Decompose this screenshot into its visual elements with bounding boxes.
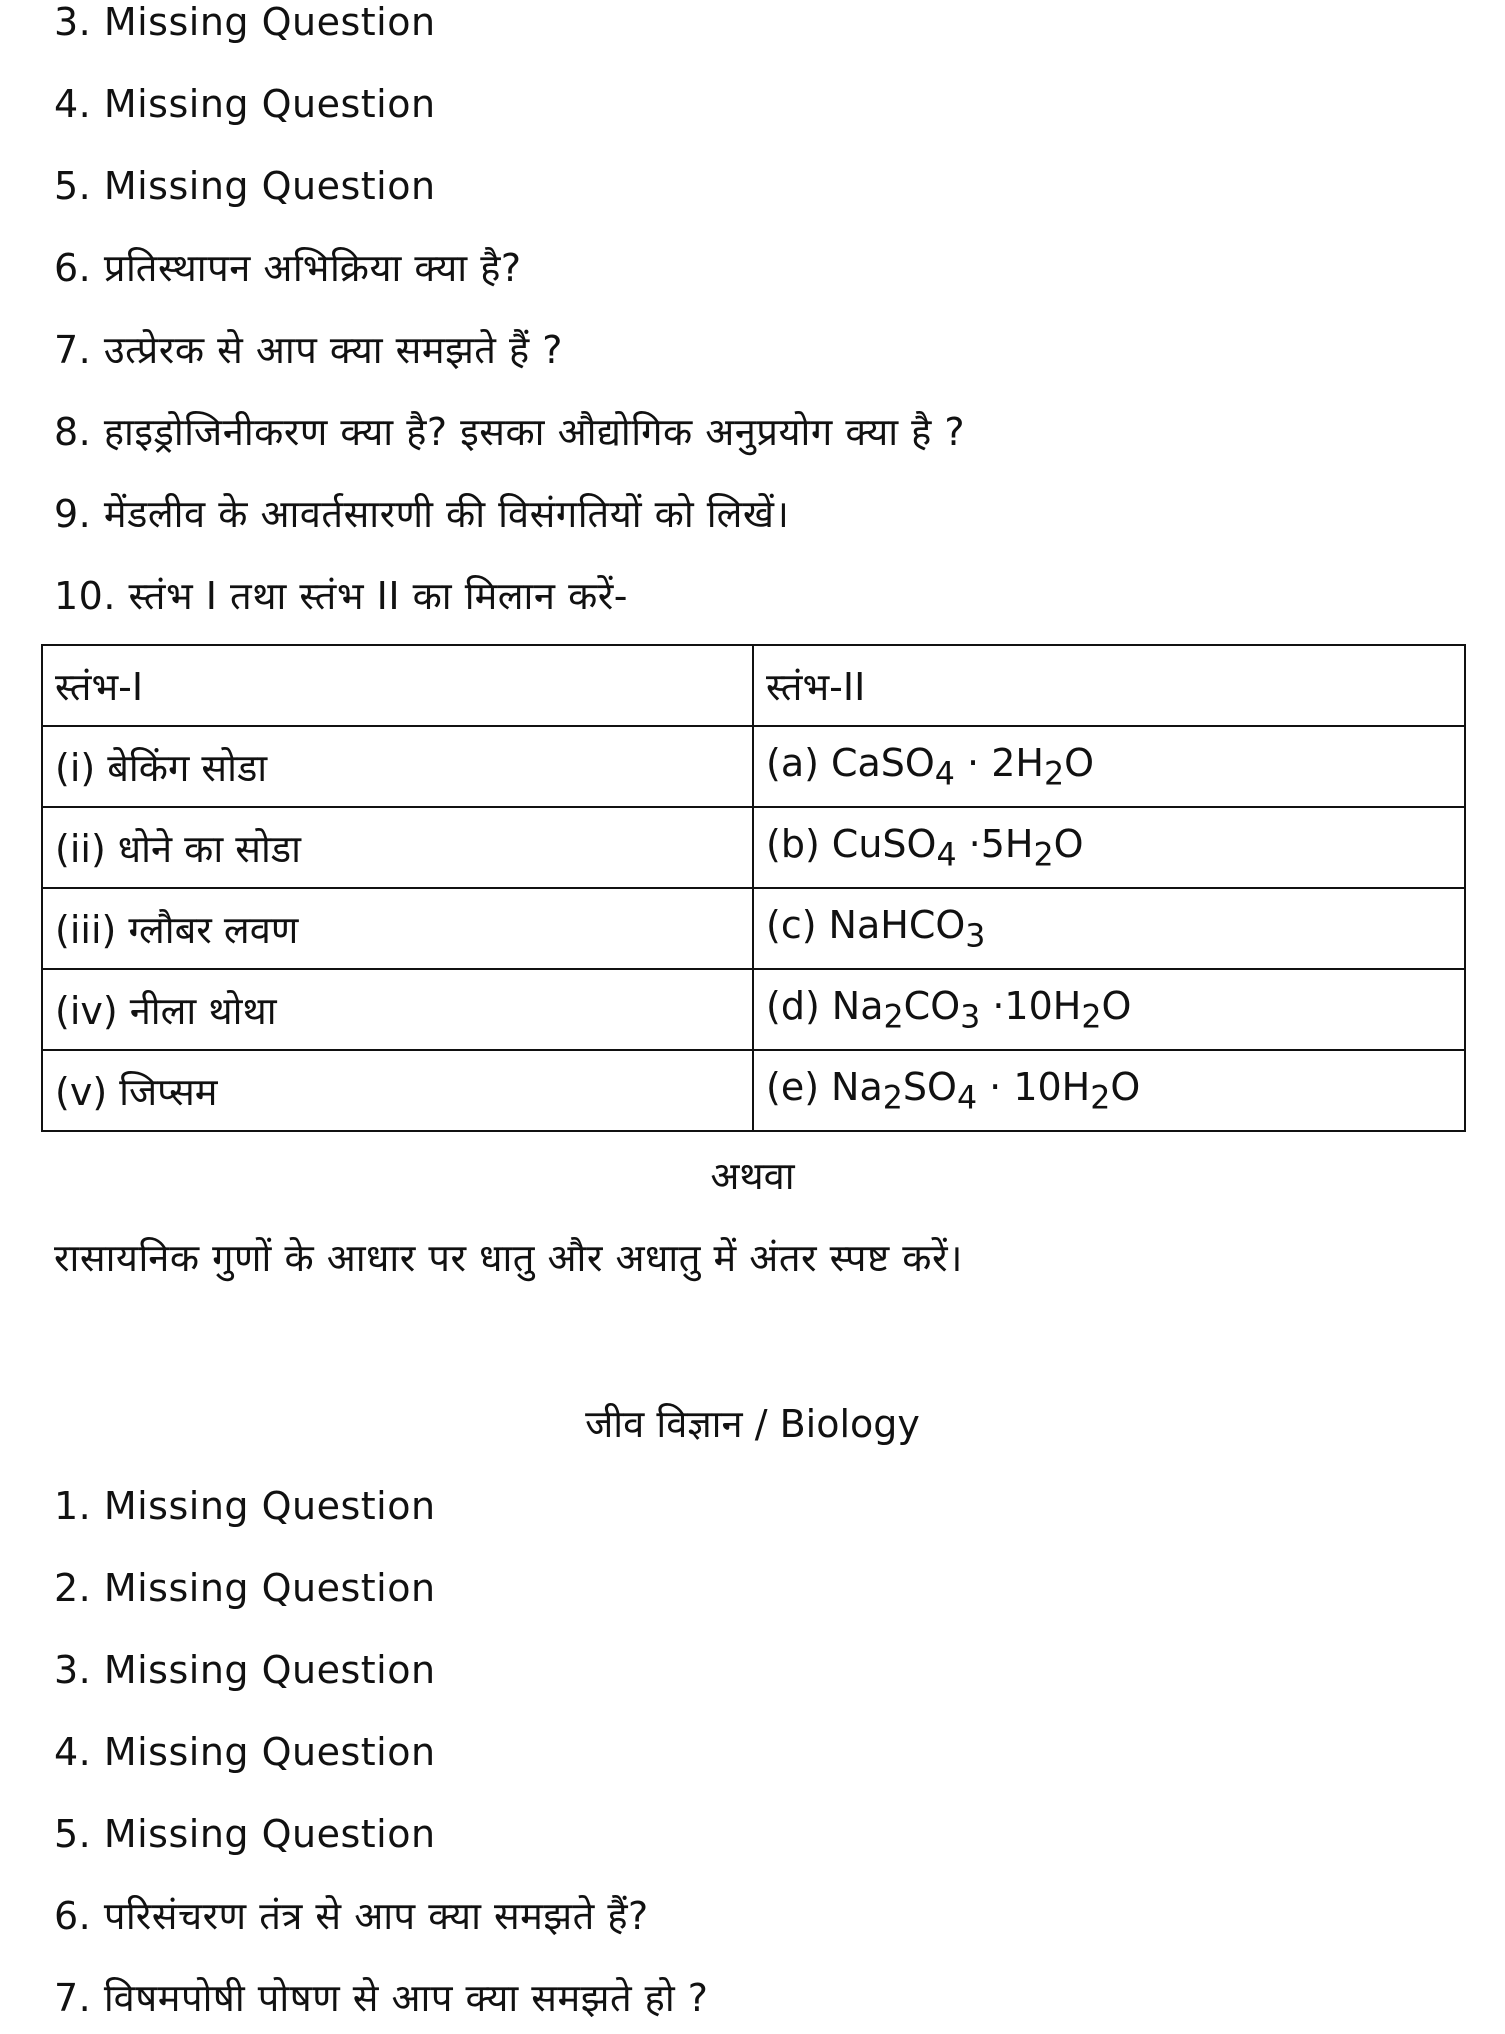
row-text: बेकिंग सोडा	[107, 745, 268, 790]
question-item: 5. Missing Question	[54, 1812, 436, 1856]
question-item: 6. परिसंचरण तंत्र से आप क्या समझते हैं?	[54, 1894, 649, 1938]
right-cell	[753, 726, 1465, 807]
row-label: (ii)	[55, 826, 106, 871]
table-header-row	[42, 645, 1465, 726]
left-cell	[42, 726, 753, 807]
table-row	[42, 969, 1465, 1050]
question-item: 7. विषमपोषी पोषण से आप क्या समझते हो ?	[54, 1976, 709, 2020]
formula-text: SO	[902, 1064, 957, 1109]
row-label: (d)	[766, 983, 820, 1028]
question-item: 2. Missing Question	[54, 1566, 436, 1610]
formula-text: NaHCO	[828, 902, 966, 947]
right-cell	[753, 807, 1465, 888]
section-heading: जीव विज्ञान / Biology	[585, 1402, 920, 1446]
formula-text: · 2H	[954, 740, 1044, 785]
formula-subscript: 2	[883, 999, 904, 1036]
formula-text: ·5H	[956, 821, 1034, 866]
row-text: धोने का सोडा	[117, 826, 301, 871]
row-label: (iii)	[55, 907, 117, 952]
formula-subscript: 3	[965, 918, 986, 955]
formula-text: O	[1053, 821, 1084, 866]
formula-text: Na	[831, 983, 884, 1028]
row-label: (e)	[766, 1064, 820, 1109]
row-label: (v)	[55, 1069, 108, 1114]
row-label: (i)	[55, 745, 96, 790]
match-table	[41, 644, 1466, 1132]
table-row	[42, 1050, 1465, 1131]
or-separator: अथवा	[710, 1154, 795, 1198]
row-label: (b)	[766, 821, 820, 866]
row-label: (a)	[766, 740, 819, 785]
formula-text: O	[1110, 1064, 1141, 1109]
question-item: 6. प्रतिस्थापन अभिक्रिया क्या है?	[54, 246, 522, 290]
question-item: 10. स्तंभ I तथा स्तंभ II का मिलान करें-	[54, 574, 629, 618]
formula-subscript: 2	[1081, 999, 1102, 1036]
row-text: जिप्सम	[119, 1069, 218, 1114]
column-2-header: स्तंभ-II	[753, 645, 1465, 726]
formula-text: CuSO	[831, 821, 937, 866]
question-item: 1. Missing Question	[54, 1484, 436, 1528]
question-item: 9. मेंडलीव के आवर्तसारणी की विसंगतियों को लिखें।	[54, 492, 790, 536]
formula-text: · 10H	[977, 1064, 1091, 1109]
formula-subscript: 4	[956, 1080, 978, 1117]
question-item: 4. Missing Question	[54, 1730, 436, 1774]
formula-subscript: 4	[934, 756, 955, 793]
left-cell	[42, 888, 753, 969]
formula-subscript: 3	[960, 999, 981, 1036]
question-item: 3. Missing Question	[54, 1648, 436, 1692]
table-row	[42, 888, 1465, 969]
question-item: 3. Missing Question	[54, 0, 436, 44]
row-label: (iv)	[55, 988, 118, 1033]
right-cell	[753, 1050, 1465, 1131]
formula-text: Na	[831, 1064, 883, 1109]
row-text: नीला थोथा	[129, 988, 277, 1033]
question-item: 7. उत्प्रेरक से आप क्या समझते हैं ?	[54, 328, 563, 372]
formula-subscript: 2	[882, 1080, 903, 1117]
formula-subscript: 2	[1033, 837, 1054, 874]
right-cell	[753, 888, 1465, 969]
formula-subscript: 4	[936, 837, 957, 874]
table-row	[42, 807, 1465, 888]
formula-text: CaSO	[830, 740, 935, 785]
column-1-header: स्तंभ-I	[42, 645, 753, 726]
row-label: (c)	[766, 902, 817, 947]
left-cell	[42, 969, 753, 1050]
formula-text: O	[1064, 740, 1095, 785]
left-cell	[42, 807, 753, 888]
left-cell	[42, 1050, 753, 1131]
question-item: 8. हाइड्रोजिनीकरण क्या है? इसका औद्योगिक अनुप्रयोग क्या है ?	[54, 410, 966, 454]
question-item: 4. Missing Question	[54, 82, 436, 126]
formula-subscript: 2	[1043, 756, 1065, 793]
alternative-question: रासायनिक गुणों के आधार पर धातु और अधातु में अंतर स्पष्ट करें।	[54, 1236, 963, 1280]
formula-text: O	[1101, 983, 1132, 1028]
formula-subscript: 2	[1090, 1080, 1111, 1117]
right-cell	[753, 969, 1465, 1050]
row-text: ग्लौबर लवण	[128, 907, 299, 952]
question-item: 5. Missing Question	[54, 164, 436, 208]
table-row	[42, 726, 1465, 807]
formula-text: CO	[903, 983, 961, 1028]
formula-text: ·10H	[980, 983, 1082, 1028]
